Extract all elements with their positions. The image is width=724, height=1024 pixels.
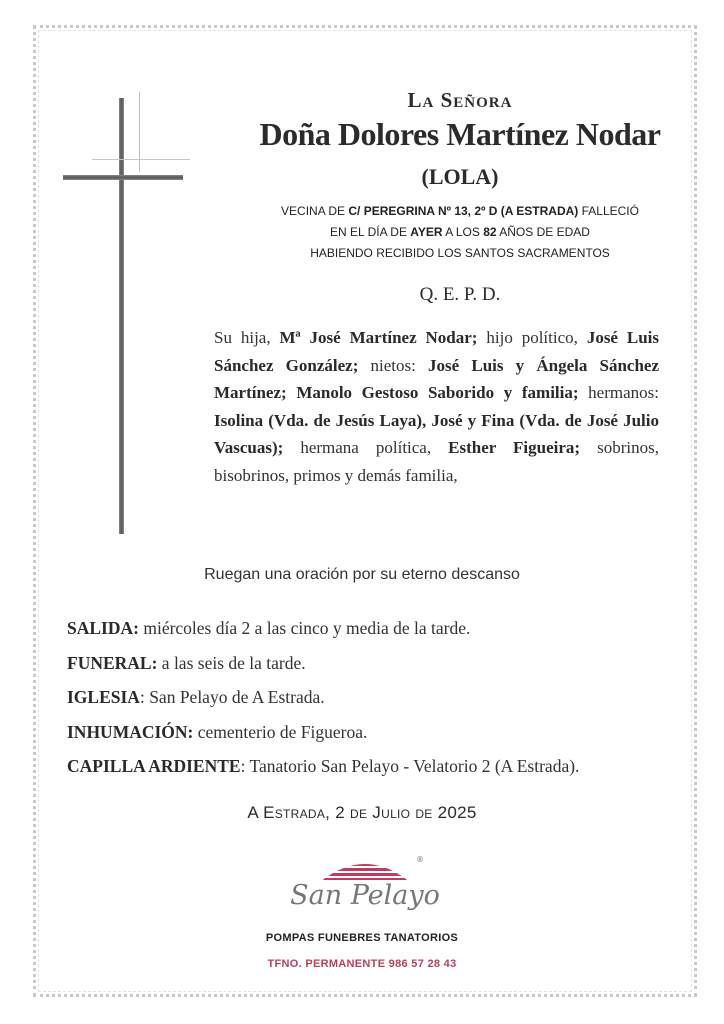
info-text: FALLECIÓ xyxy=(578,204,639,218)
death-day: AYER xyxy=(410,225,443,239)
info-text: AÑOS DE EDAD xyxy=(496,225,590,239)
schedule-label: SALIDA: xyxy=(67,618,139,638)
schedule-label: FUNERAL: xyxy=(67,652,158,673)
deceased-name: Doña Dolores Martínez Nodar xyxy=(259,116,661,152)
family-name: Esther Figueira; xyxy=(448,438,581,457)
family-text: nietos: xyxy=(358,355,429,375)
family-text: hijo político, xyxy=(477,328,587,347)
cross-horizontal-bar xyxy=(63,175,183,180)
family-name: Isolina (Vda. de Jesús Laya), José y Fina (Vda. de José Julio Vascuas); xyxy=(214,410,659,457)
info-line-2 xyxy=(190,222,724,243)
logo-registered-mark: ® xyxy=(416,855,424,864)
death-info xyxy=(190,201,724,264)
address: C/ PEREGRINA Nº 13, 2º D (A ESTRADA) xyxy=(348,204,579,218)
schedule-salida xyxy=(67,614,687,649)
family-text: Su hija, xyxy=(214,328,280,347)
info-line-1 xyxy=(190,201,724,222)
info-text: A LOS xyxy=(442,225,484,239)
cross-vertical-bar xyxy=(119,98,124,534)
family-name: José Luis y Ángela Sánchez Martínez; Manolo Gestoso Saborido y familia; xyxy=(214,355,660,402)
deceased-nickname: (LOLA) xyxy=(421,164,499,189)
schedule-inhumacion xyxy=(67,718,687,753)
age: 82 xyxy=(483,225,497,239)
schedule-text: a las seis de la tarde. xyxy=(157,652,306,673)
info-line-3: HABIENDO RECIBIDO LOS SANTOS SACRAMENTOS xyxy=(310,246,610,260)
prayer-request: Ruegan una oración por su eterno descanso xyxy=(204,566,520,583)
schedule-text: miércoles día 2 a las cinco y media de la tarde. xyxy=(138,618,471,638)
schedule-label: IGLESIA xyxy=(67,687,140,707)
logo-wordmark: San Pelayo xyxy=(290,880,440,911)
title-prefix: La Señora xyxy=(407,88,513,112)
info-text: VECINA DE xyxy=(281,204,349,218)
family-text: hermana política, xyxy=(283,438,449,457)
schedule-iglesia xyxy=(67,683,687,718)
family-text: sobrinos, bisobrinos, primos y demás familia, xyxy=(214,438,659,485)
schedule-text: cementerio de Figueroa. xyxy=(193,721,368,742)
family-name: Mª José Martínez Nodar; xyxy=(279,328,478,347)
notice-date: A Estrada, 2 de Julio de 2025 xyxy=(247,803,477,822)
schedule-funeral xyxy=(67,649,687,684)
cross-vertical-line xyxy=(139,92,140,172)
qepd: Q. E. P. D. xyxy=(419,284,501,305)
family-name: José Luis Sánchez González; xyxy=(214,328,660,375)
schedule-text: : San Pelayo de A Estrada. xyxy=(139,687,325,707)
san-pelayo-logo-icon xyxy=(290,848,440,918)
family-text: hermanos: xyxy=(578,383,659,402)
schedule-list xyxy=(67,614,687,787)
schedule-label: CAPILLA ARDIENTE xyxy=(67,756,241,776)
company-name: POMPAS FUNEBRES TANATORIOS xyxy=(265,932,459,944)
schedule-label: INHUMACIÓN: xyxy=(67,721,194,742)
schedule-capilla xyxy=(67,752,687,787)
schedule-text: : Tanatorio San Pelayo - Velatorio 2 (A Estrada). xyxy=(240,756,580,776)
cross-horizontal-line xyxy=(92,159,190,160)
company-phone: TFNO. PERMANENTE 986 57 28 43 xyxy=(267,958,457,970)
family-paragraph xyxy=(214,324,659,489)
info-text: EN EL DÍA DE xyxy=(330,225,411,239)
